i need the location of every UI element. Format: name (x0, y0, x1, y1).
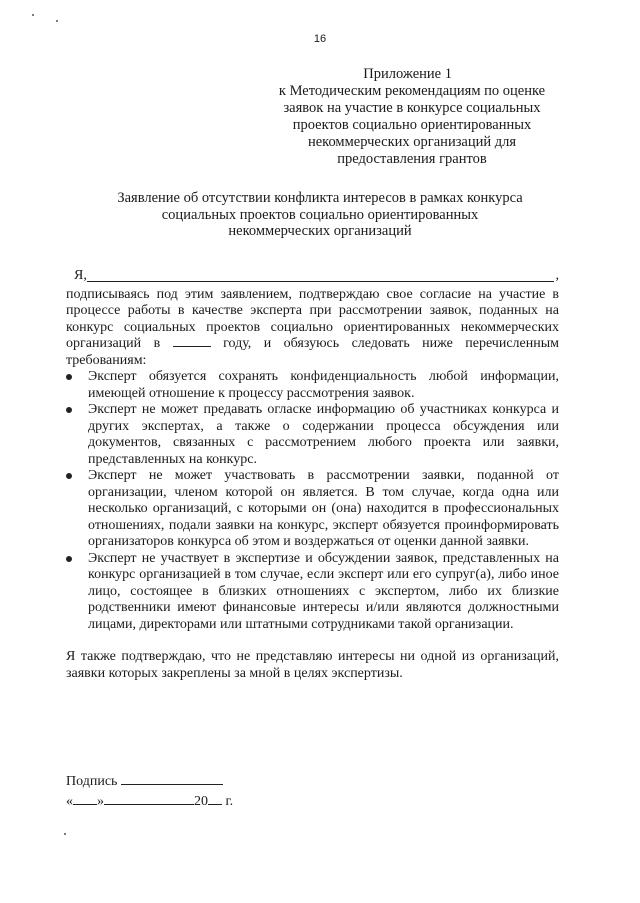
appendix-line: заявок на участие в конкурсе социальных (283, 100, 541, 116)
requirements-list (66, 369, 559, 633)
name-line (66, 268, 559, 285)
name-comma: , (555, 268, 559, 283)
appendix-line: к Методическим рекомендациям по оценке (278, 83, 546, 99)
intro-text: подписываясь под этим заявлением, подтверждаю свое согласие на участие в процессе работы в качестве эксперта при рассмотрении заявок, поданных на конкурс социальных проектов социально ориентированных некоммерческих организаций в (66, 286, 559, 351)
rule-text: Эксперт обязуется сохранять конфиденциальность любой информации, имеющей отношение к процессу рассмотрения заявок. (88, 369, 559, 401)
name-blank-field[interactable] (87, 269, 554, 282)
list-item (66, 468, 559, 551)
date-open-quote: « (66, 794, 73, 809)
list-item (66, 369, 559, 402)
list-item (66, 551, 559, 634)
appendix-line: предоставления грантов (337, 151, 487, 167)
bullet-icon (66, 407, 72, 413)
intro-text-continued: году, и обязуюсь следовать ниже перечисленным требованиям: (66, 336, 560, 368)
scan-speck (56, 20, 58, 22)
bullet-icon (66, 556, 72, 562)
list-item (66, 402, 559, 468)
appendix-line: проектов социально ориентированных (292, 117, 532, 133)
day-blank-field[interactable] (73, 793, 97, 805)
statement-title-line: Заявление об отсутствии конфликта интересов в рамках конкурса (117, 190, 523, 206)
scan-speck (64, 833, 66, 835)
statement-title (70, 190, 570, 240)
year-prefix: 20 (194, 794, 208, 809)
signature-block (66, 772, 233, 812)
appendix-title: Приложение 1 (363, 66, 452, 82)
rule-text: Эксперт не участвует в экспертизе и обсуждении заявок, представленных на конкурс организацией в том случае, если эксперт или его супруг(а), либо иное лицо, состоящее в близких отношениях с экспертом, либо их близкие родственники имеют финансовые интересы и/или являются должностными лицами, директорами или штатными сотрудниками такой организации. (88, 550, 559, 632)
statement-title-line: социальных проектов социально ориентированных (161, 206, 479, 223)
year-suffix: г. (225, 794, 234, 809)
intro-paragraph (66, 287, 559, 370)
date-line (66, 792, 233, 812)
signature-blank-field[interactable] (121, 773, 223, 785)
rule-text: Эксперт не может участвовать в рассмотрении заявки, поданной от организации, членом которой он является. В том случае, когда одна или несколько организаций, с которыми он (она) находится в профессиональных отношениях, подали заявки на конкурс, эксперт обязуется проинформировать организаторов конкурса об этом и воздержаться от оценки данной заявки. (88, 468, 559, 549)
signature-line (66, 772, 233, 792)
bullet-icon (66, 374, 72, 380)
year-blank-field[interactable] (208, 793, 222, 805)
appendix-line: некоммерческих организаций для (307, 134, 517, 150)
year-blank-field[interactable] (173, 336, 211, 347)
statement-title-line: некоммерческих организаций (228, 223, 412, 239)
scan-speck (32, 14, 34, 16)
appendix-header (262, 66, 562, 168)
signature-label: Подпись (66, 774, 118, 789)
statement-body (66, 268, 559, 682)
date-close-quote: » (97, 794, 104, 809)
month-blank-field[interactable] (104, 793, 194, 805)
bullet-icon (66, 473, 72, 479)
ya-label: Я, (74, 268, 87, 283)
confirmation-paragraph: Я также подтверждаю, что не представляю интересы ни одной из организаций, заявки которых закреплены за мной в целях экспертизы. (66, 649, 559, 681)
rule-text: Эксперт не может предавать огласке информацию об участниках конкурса и других экспертах, а также о содержании процесса обсуждения или документов, связанных с рассмотрением любого проекта или заявки, представленных на конкурс. (88, 402, 559, 467)
page-number: 16 (313, 33, 327, 45)
